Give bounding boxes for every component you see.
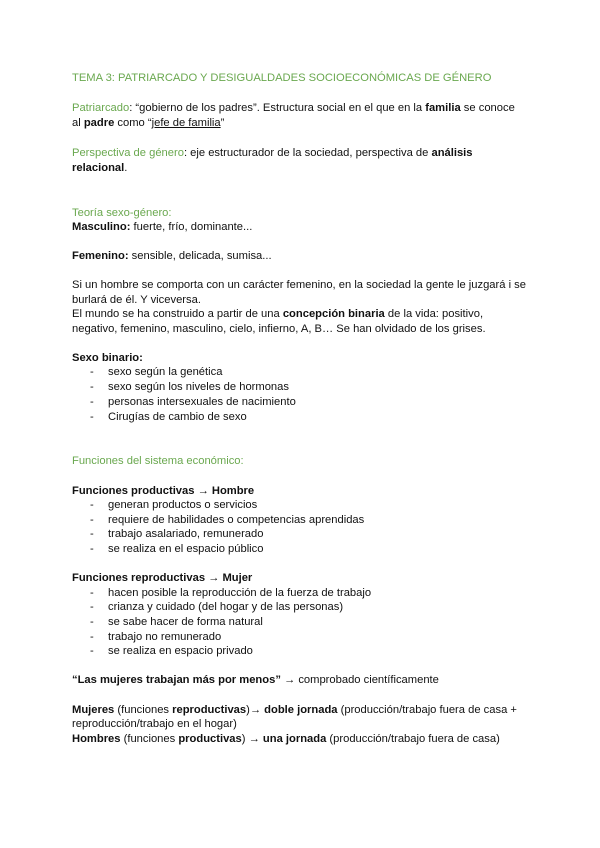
productivas-heading <box>72 484 254 498</box>
list-item-text: sexo según los niveles de hormonas <box>108 381 289 393</box>
perspectiva-term: Perspectiva de género <box>72 147 184 159</box>
dash: - <box>90 381 94 393</box>
text-bold: una jornada <box>262 733 327 745</box>
paragraph-line: Si un hombre se comporta con un carácter femenino, en la sociedad la gente le juzgará i se <box>72 279 526 291</box>
text-bold: padre <box>83 117 115 129</box>
paragraph-line: negativo, femenino, masculino, cielo, infierno, A, B… Se han olvidado de los grises. <box>72 323 486 335</box>
list-item-text: se realiza en espacio privado <box>108 645 253 657</box>
text: . <box>124 162 128 174</box>
quote-line <box>72 673 439 687</box>
heading-text: Funciones reproductivas → Mujer <box>72 572 253 584</box>
list-item <box>90 498 257 512</box>
reproductivas-heading <box>72 571 252 585</box>
list-item-text: se sabe hacer de forma natural <box>108 616 263 628</box>
dash: - <box>90 366 94 378</box>
text-bold: Mujeres <box>72 704 115 716</box>
patriarcado-line-2 <box>72 116 224 130</box>
list-item-text: personas intersexuales de nacimiento <box>108 396 296 408</box>
dash: - <box>90 631 94 643</box>
list-item-text: se realiza en el espacio público <box>108 543 264 555</box>
hombres-line <box>72 732 500 746</box>
perspectiva-line-2 <box>72 161 127 175</box>
list-item <box>90 615 263 629</box>
text: sensible, delicada, sumisa... <box>128 250 272 262</box>
text: → comprobado científicamente <box>280 674 439 686</box>
text: : “gobierno de los padres”. Estructura social en el que en la <box>129 102 426 114</box>
text: : eje estructurador de la sociedad, perspectiva de <box>183 147 432 159</box>
mujeres-line-1 <box>72 703 517 717</box>
list-item-text: crianza y cuidado (del hogar y de las personas) <box>108 601 344 613</box>
text: (funciones <box>120 733 179 745</box>
dash: - <box>90 411 94 423</box>
list-item <box>90 380 289 394</box>
list-item-text: generan productos o servicios <box>108 499 258 511</box>
text-bold: relacional <box>72 162 125 174</box>
dash: - <box>90 499 94 511</box>
list-item-text: trabajo no remunerado <box>108 631 222 643</box>
teoria-heading: Teoría sexo-género: <box>72 207 172 219</box>
dash: - <box>90 528 94 540</box>
text-bold: familia <box>425 102 461 114</box>
dash: - <box>90 587 94 599</box>
text: fuerte, frío, dominante... <box>130 221 253 233</box>
list-item <box>90 542 263 556</box>
paragraph-line: burlará de él. Y viceversa. <box>72 294 201 306</box>
text: (producción/trabajo fuera de casa + <box>337 704 517 716</box>
text-bold: reproductivas <box>172 704 247 716</box>
quote-text: “Las mujeres trabajan más por menos” <box>72 674 281 686</box>
list-item-text: hacen posible la reproducción de la fuerza de trabajo <box>108 587 372 599</box>
masculino-line <box>72 220 252 234</box>
patriarcado-term: Patriarcado <box>72 102 130 114</box>
list-item <box>90 365 222 379</box>
mujeres-line-2: reproducción/trabajo en el hogar) <box>72 718 237 730</box>
dash: - <box>90 645 94 657</box>
text: de la vida: positivo, <box>384 308 484 320</box>
list-item-text: Cirugías de cambio de sexo <box>108 411 247 423</box>
dash: - <box>90 514 94 526</box>
femenino-line <box>72 249 272 263</box>
list-item <box>90 644 253 658</box>
text: El mundo se ha construido a partir de una <box>72 308 283 320</box>
paragraph-line <box>72 307 483 321</box>
list-item <box>90 395 296 409</box>
dash: - <box>90 616 94 628</box>
page-title: TEMA 3: PATRIARCADO Y DESIGUALDADES SOCIOECONÓMICAS DE GÉNERO <box>72 72 492 84</box>
text: al <box>72 117 84 129</box>
text-bold: Hombres <box>72 733 121 745</box>
femenino-label: Femenino: <box>72 250 129 262</box>
text: se conoce <box>460 102 515 114</box>
heading-text: Sexo binario: <box>72 352 143 364</box>
list-item-text: requiere de habilidades o competencias aprendidas <box>108 514 365 526</box>
dash: - <box>90 601 94 613</box>
list-item <box>90 527 263 541</box>
dash: - <box>90 396 94 408</box>
text-bold: doble jornada <box>264 704 338 716</box>
text-underlined: jefe de familia <box>151 117 221 129</box>
text: ) → <box>241 733 263 745</box>
text-bold: análisis <box>431 147 473 159</box>
list-item <box>90 600 343 614</box>
text: ” <box>220 117 225 129</box>
heading-text: Funciones productivas → Hombre <box>72 485 255 497</box>
list-item <box>90 410 247 424</box>
list-item <box>90 586 371 600</box>
text: como “ <box>114 117 152 129</box>
sexo-binario-heading <box>72 351 143 365</box>
text: (funciones <box>114 704 173 716</box>
patriarcado-line-1 <box>72 101 515 115</box>
list-item-text: sexo según la genética <box>108 366 223 378</box>
perspectiva-line-1 <box>72 146 473 160</box>
masculino-label: Masculino: <box>72 221 131 233</box>
list-item <box>90 513 364 527</box>
list-item-text: trabajo asalariado, remunerado <box>108 528 264 540</box>
dash: - <box>90 543 94 555</box>
list-item <box>90 630 221 644</box>
text: )→ <box>246 704 265 716</box>
text: (producción/trabajo fuera de casa) <box>326 733 500 745</box>
text-bold: productivas <box>178 733 242 745</box>
funciones-heading: Funciones del sistema económico: <box>72 455 244 467</box>
text-bold: concepción binaria <box>282 308 385 320</box>
